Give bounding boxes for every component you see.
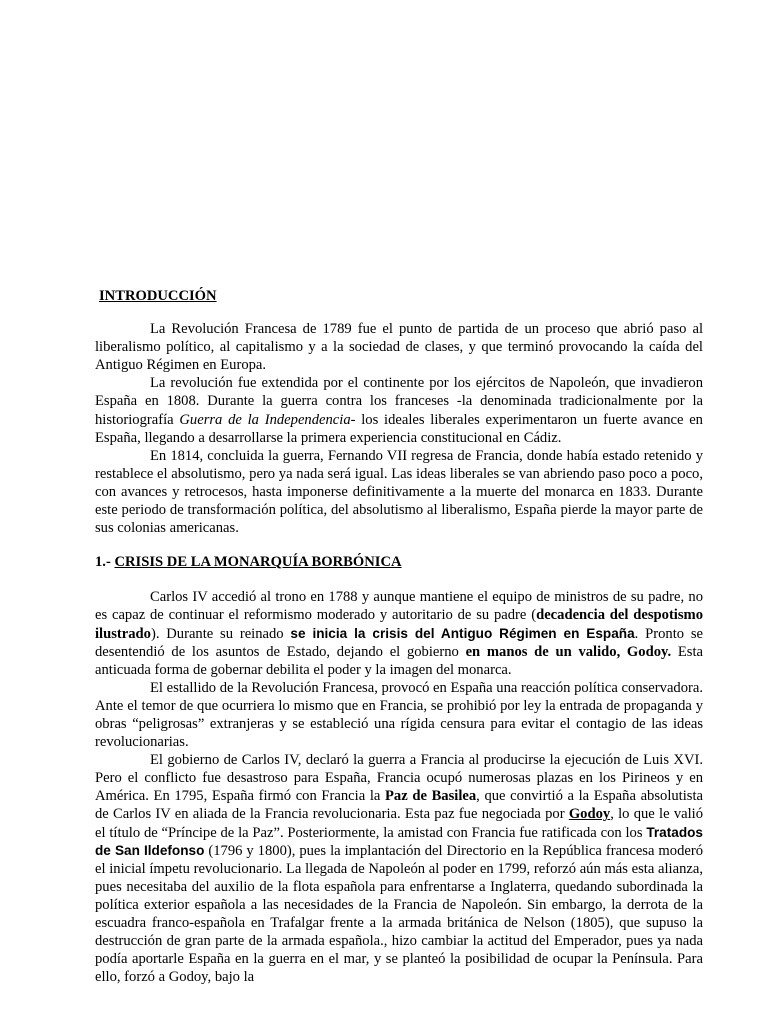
document-page <box>95 287 703 986</box>
section-1-heading: 1.- CRISIS DE LA MONARQUÍA BORBÓNICA <box>95 554 402 571</box>
section-1-paragraph-1: Carlos IV accedió al trono en 1788 y aunque mantiene el equipo de ministros de su padre, no es capaz de continuar el reformismo moderado y autoritario de su padre (decadencia del despotismo ilustrado). Durante su reinado se inicia la crisis del Antiguo Régimen en España. Pronto se desentendió de los asuntos de Estado, dejando el gobierno en manos de un valido, Godoy. Esta anticuada forma de gobernar debilita el poder y la imagen del monarca. <box>95 589 703 678</box>
intro-paragraph-2: La revolución fue extendida por el continente por los ejércitos de Napoleón, que invadieron España en 1808. Durante la guerra contra los franceses -la denominada tradicionalmente por la historiografía Guerra de la Independencia- los ideales liberales experimentaron un fuerte avance en España, llegando a desarrollarse la primera experiencia constitucional en Cádiz. <box>95 375 703 446</box>
section-1-paragraph-2: El estallido de la Revolución Francesa, provocó en España una reacción política conservadora. Ante el temor de que ocurriera lo mismo que en Francia, se prohibió por ley la entrada de propaganda y obras “peligrosas” extranjeras y se estableció una rígida censura para evitar el contagio de las ideas revolucionarias. <box>95 679 703 751</box>
intro-paragraph-1: La Revolución Francesa de 1789 fue el punto de partida de un proceso que abrió paso al liberalismo político, al capitalismo y a la sociedad de clases, y que terminó provocando la caída del Antiguo Régimen en Europa. <box>95 321 703 374</box>
section-1-paragraph-3: El gobierno de Carlos IV, declaró la guerra a Francia al producirse la ejecución de Luis XVI. Pero el conflicto fue desastroso para España, Francia ocupó numerosas plazas en los Pirineos y en América. En 1795, España firmó con Francia la Paz de Basilea, que convirtió a la España absolutista de Carlos IV en aliada de la Francia revolucionaria. Esta paz fue negociada por Godoy, lo que le valió el título de “Príncipe de la Paz”. Posteriormente, la amistad con Francia fue ratificada con los Tratados de San Ildefonso (1796 y 1800), pues la implantación del Directorio en la República francesa moderó el inicial ímpetu revolucionario. La llegada de Napoleón al poder en 1799, reforzó aún más esta alianza, pues necesitaba del auxilio de la flota española para enfrentarse a Inglaterra, quedando subordinada la política exterior española a las necesidades de la Francia de Napoleón. Sin embargo, la derrota de la escuadra franco-española en Trafalgar frente a la armada británica de Nelson (1805), que supuso la destrucción de gran parte de la armada española., hizo cambiar la actitud del Emperador, pues ya nada podía aportarle España en la guerra en el mar, y se planteó la posibilidad de ocupar la Península. Para ello, forzó a Godoy, bajo la <box>95 752 704 986</box>
intro-heading: INTRODUCCIÓN <box>99 288 217 304</box>
intro-paragraph-3: En 1814, concluida la guerra, Fernando VII regresa de Francia, donde había estado retenido y restablece el absolutismo, pero ya nada será igual. Las ideas liberales se van abriendo paso poco a poco, con avances y retrocesos, hasta imponerse definitivamente a la muerte del monarca en 1833. Durante este periodo de transformación política, del absolutismo al liberalismo, España pierde la mayor parte de sus colonias americanas. <box>95 447 703 537</box>
